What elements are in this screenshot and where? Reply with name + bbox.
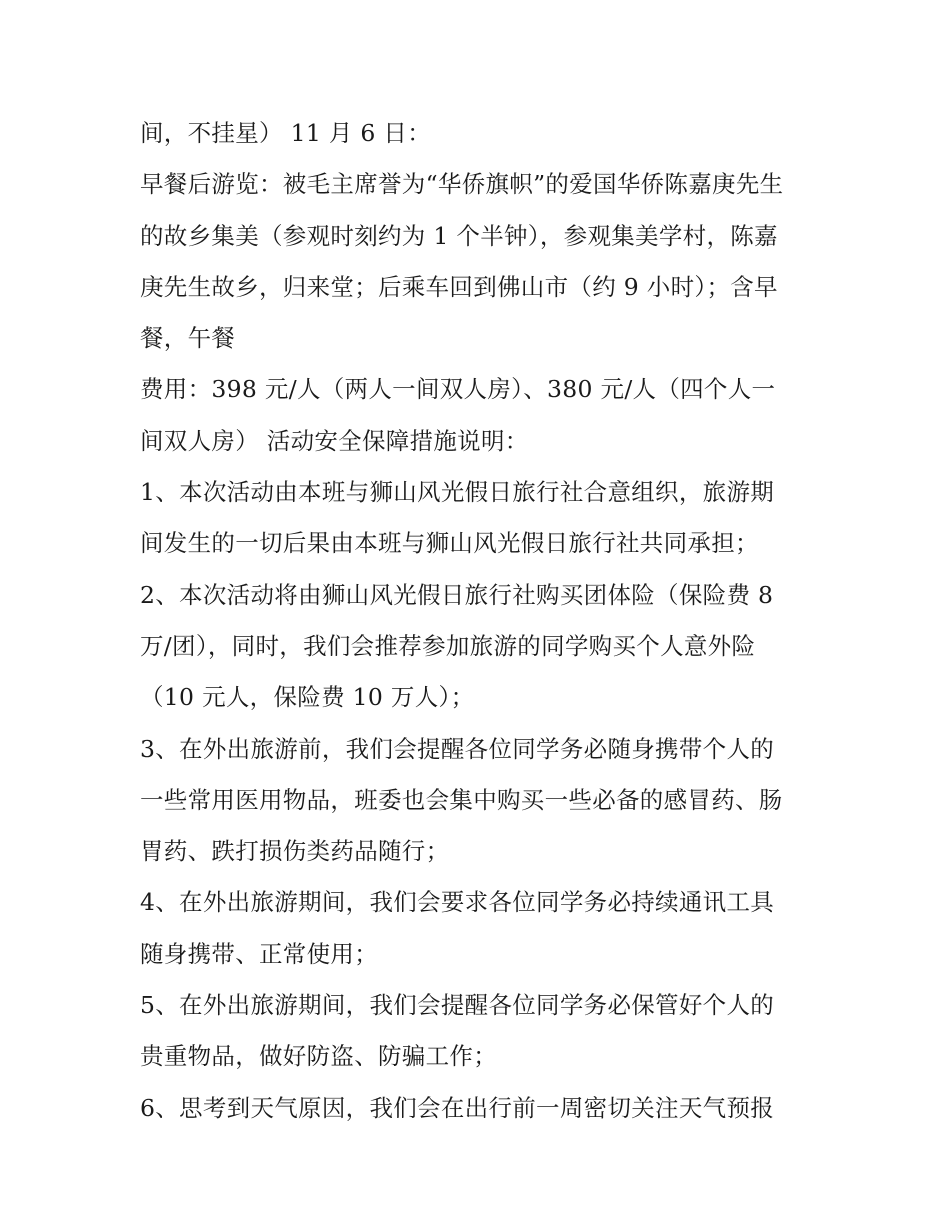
text-line: 1、本次活动由本班与狮山风光假日旅行社合意组织，旅游期: [140, 478, 775, 507]
text-line: 万/团），同时，我们会推荐参加旅游的同学购买个人意外险: [140, 631, 756, 660]
text-line: 2、本次活动将由狮山风光假日旅行社购买团体险（保险费 8: [140, 580, 774, 609]
text-line: 间，不挂星） 11 月 6 日：: [140, 119, 432, 147]
text-line: 间双人房） 活动安全保障措施说明：: [140, 426, 529, 455]
text-line: 随身携带、正常使用；: [140, 939, 378, 968]
text-line: 一些常用医用物品，班委也会集中购买一些必备的感冒药、肠: [140, 785, 783, 814]
text-line: 贵重物品，做好防盗、防骗工作；: [140, 1042, 497, 1071]
text-line: 3、在外出旅游前，我们会提醒各位同学务必随身携带个人的: [140, 734, 775, 763]
text-line: 胃药、跌打损伤类药品随行；: [140, 837, 450, 866]
text-line: 费用：398 元/人（两人一间双人房）、380 元/人（四个人一: [140, 375, 776, 404]
text-line: 庚先生故乡，归来堂；后乘车回到佛山市（约 9 小时）；含早: [140, 272, 778, 301]
text-line: 早餐后游览：被毛主席誉为“华侨旗帜”的爱国华侨陈嘉庚先生: [140, 170, 784, 199]
text-line: 4、在外出旅游期间，我们会要求各位同学务必持续通讯工具: [140, 888, 775, 917]
document-body: [140, 108, 820, 1134]
text-line: 5、在外出旅游期间，我们会提醒各位同学务必保管好个人的: [140, 991, 775, 1020]
text-line: 6、思考到天气原因，我们会在出行前一周密切关注天气预报: [140, 1093, 775, 1122]
text-line: （10 元人，保险费 10 万人）；: [140, 683, 475, 712]
text-line: 的故乡集美（参观时刻约为 1 个半钟），参观集美学村，陈嘉: [140, 221, 778, 250]
text-line: 餐，午餐: [140, 324, 236, 353]
text-line: 间发生的一切后果由本班与狮山风光假日旅行社共同承担；: [140, 529, 759, 558]
